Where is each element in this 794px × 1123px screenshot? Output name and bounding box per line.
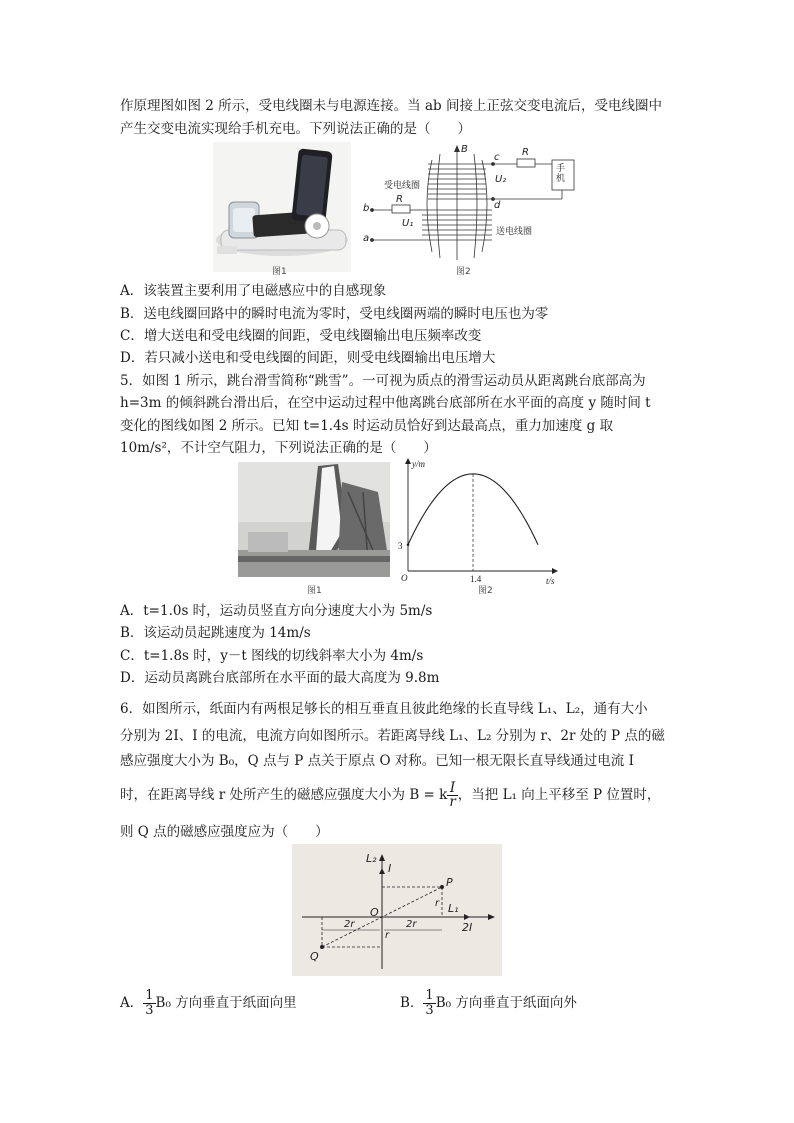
q4-figure2-caption: 图2 [456,267,471,277]
q5-figure2-chart [390,453,562,593]
q4-fig2-label-send-coil: 送电线圈 [496,227,533,237]
q5-option-b: B．该运动员起跳速度为 14m/s [120,625,311,641]
q6-stem-line1: 6．如图所示，纸面内有两根足够长的相互垂直且彼此绝缘的长直导线 L₁、L₂，通有大小 [120,701,648,717]
q6-label-I: I [388,862,392,875]
q6-line4-text-after: ，当把 L₁ 向上平移至 P 位置时， [457,787,661,803]
q6-option-b-fraction [423,989,435,1018]
q4-fig2-label-d: d [494,200,501,211]
q4-fig2-label-U1: U₁ [402,218,414,229]
q6-label-2I: 2I [462,921,473,934]
q4-fig2-label-B: B [461,144,468,155]
q4-fig2-label-R-bottom: R [396,194,403,205]
q4-fig2-label-c: c [494,152,500,163]
q5-stem-line2: h=3m 的倾斜跳台滑出后，在空中运动过程中他离跳台底部所在水平面的高度 y 随时间 t [120,395,651,411]
q6-label-P: P [446,876,453,889]
chart-start-point [407,543,410,546]
chart-y-label: y/m [412,459,425,469]
q6-stem-line4 [120,778,660,812]
q5-figure1-photo [238,462,390,577]
q6-label-r-vertical: r [435,898,440,909]
q6-line4-text-before: 时，在距离导线 r 处所产生的磁感应强度大小为 B = k [120,787,448,803]
q6-label-L1: L₁ [448,902,459,915]
q5-option-d: D．运动员离跳台底部所在水平面的最大高度为 9.8m [120,670,440,686]
q4-fig2-label-a: a [363,233,370,244]
q6-stem-line3: 感应强度大小为 B₀，Q 点与 P 点关于原点 O 对称。已知一根无限长直导线通过电流 I [120,753,634,769]
q4-option-d: D．若只减小送电和受电线圈的间距，则受电线圈输出电压增大 [120,350,496,366]
q4-fig2-label-b: b [363,203,370,214]
chart-x-axis-arrow [552,568,558,574]
q4-option-a: A．该装置主要利用了电磁感应中的自感现象 [120,283,387,299]
q4-fig2-label-phone: 手机 [556,164,566,184]
q6-option-a-numerator: 1 [145,988,154,1003]
q6-formula-denominator: r [449,794,456,810]
q5-figure1-caption: 图1 [307,586,322,596]
q4-option-b: B．送电线圈回路中的瞬时电流为零时，受电线圈两端的瞬时电压也为零 [120,306,549,322]
q6-formula-numerator: I [447,782,457,796]
q4-stem-line1: 作原理图如图 2 所示，受电线圈未与电源连接。当 ab 间接上正弦交变电流后，受电线圈中 [120,98,662,114]
q6-option-a-label: A． [120,995,144,1011]
q6-option-a-denominator: 3 [145,1003,154,1018]
q6-option-b-text: B₀ 方向垂直于纸面向外 [435,995,577,1011]
q4-fig2-label-U2: U₂ [495,174,507,185]
chart-y-tick-3: 3 [398,541,403,551]
q6-option-a-text: B₀ 方向垂直于纸面向里 [155,995,297,1011]
q4-figure1-caption: 图1 [272,267,287,277]
q5-figure2-caption: 图2 [478,586,493,596]
q5-stem-line1: 5．如图 1 所示，跳台滑雪简称“跳雪”。一可视为质点的滑雪运动员从距离跳台底部高为 [120,373,646,389]
q6-label-L2: L₂ [366,852,377,865]
q6-option-b-denominator: 3 [425,1003,434,1018]
chart-x-tick-1.4: 1.4 [470,574,482,584]
q6-option-b-numerator: 1 [425,988,434,1003]
chart-origin-label: O [401,573,408,583]
q4-fig2-label-receive-coil: 受电线圈 [384,181,421,191]
q6-label-2r-left: 2r [344,919,355,930]
q6-option-a-fraction [143,989,155,1018]
q6-formula-fraction [447,782,457,809]
q4-stem-line2: 产生交变电流实现给手机充电。下列说法正确的是（ ） [120,121,471,137]
q4-figure1-photo [213,142,351,272]
q5-option-a: A．t=1.0s 时，运动员竖直方向分速度大小为 5m/s [120,603,433,619]
q5-stem-line4: 10m/s²，不计空气阻力，下列说法正确的是（ ） [120,440,437,456]
q6-stem-line2: 分别为 2I、I 的电流，电流方向如图所示。若距离导线 L₁、L₂ 分别为 r、2r 处的 P 点的磁 [120,728,665,744]
q6-label-O: O [370,906,379,919]
q6-figure-wires [292,844,502,976]
q6-stem-line5: 则 Q 点的磁感应强度应为（ ） [120,824,329,840]
q6-label-Q: Q [310,950,319,963]
q6-label-2r-right: 2r [406,919,417,930]
q4-fig2-label-R-top: R [522,147,529,158]
q5-stem-line3: 变化的图线如图 2 所示。已知 t=1.4s 时运动员恰好到达最高点，重力加速度 g 取 [120,418,614,434]
q4-option-c: C．增大送电和受电线圈的间距，受电线圈输出电压频率改变 [120,328,482,344]
q5-option-c: C．t=1.8s 时，y－t 图线的切线斜率大小为 4m/s [120,648,424,664]
chart-y-axis-arrow [405,458,411,464]
q6-label-r-lower: r [385,930,390,941]
q4-figure2-circuit [362,142,584,272]
chart-x-label: t/s [546,576,555,586]
q6-option-a [120,986,297,1020]
q6-option-b [400,986,577,1020]
q6-option-b-label: B． [400,995,424,1011]
